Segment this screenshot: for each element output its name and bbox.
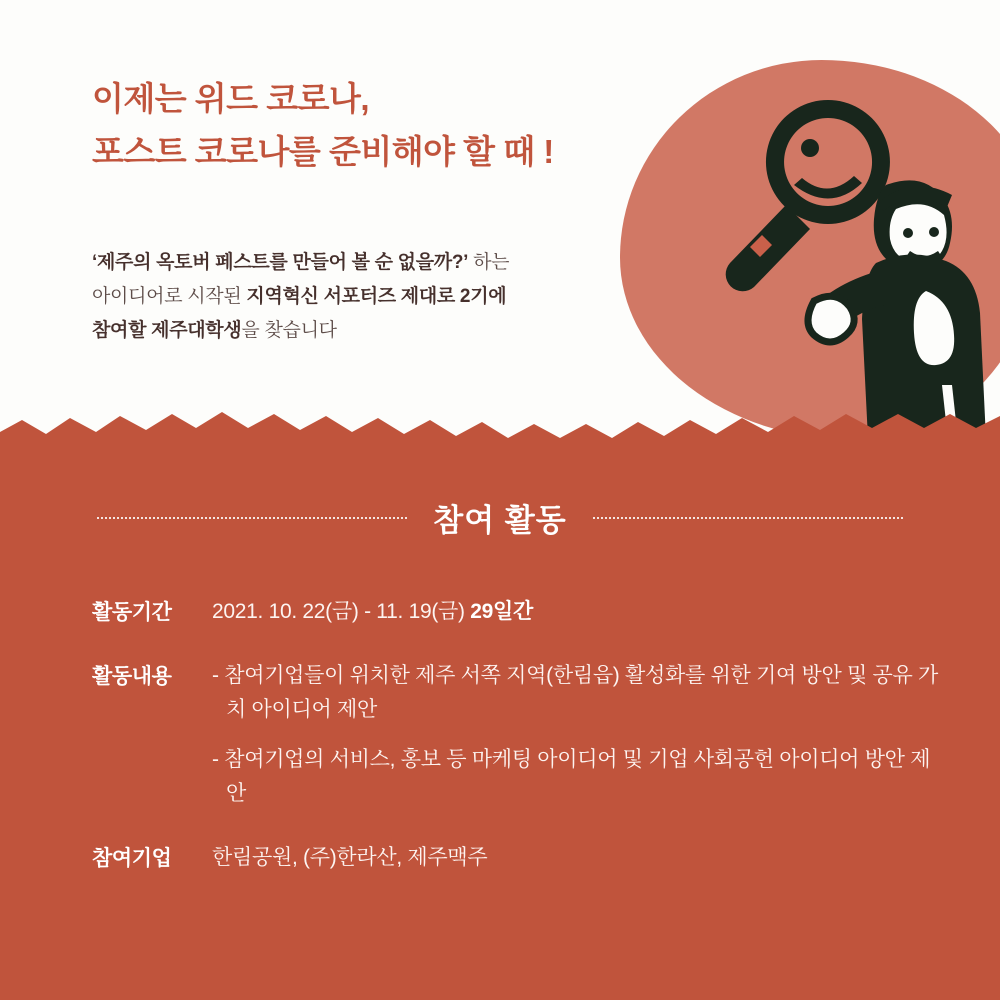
- subtext-line2-strong: 지역혁신 서포터즈 제대로 2기에: [246, 285, 507, 307]
- info-value: [212, 659, 942, 811]
- subtext-quote: ‘제주의 옥토버 페스트를 만들어 볼 순 없을까?’: [92, 252, 469, 273]
- dotted-rule-right: [593, 517, 903, 519]
- info-label: 참여기업: [92, 847, 172, 871]
- section-title: 참여 활동: [433, 503, 567, 538]
- section-title-row: [0, 495, 1000, 540]
- list-item: - 참여기업들이 위치한 제주 서쪽 지역(한림읍) 활성화를 위한 기여 방안 및 공유 가치 아이디어 제안: [212, 664, 939, 722]
- info-row-companies: [92, 841, 942, 875]
- subtext-line2-prefix: 아이디어로 시작된: [92, 285, 247, 307]
- info-value: 한림공원, (주)한라산, 제주맥주: [212, 846, 488, 870]
- person-with-magnifier-illustration: [690, 85, 990, 440]
- headline-line-1: 이제는 위드 코로나,: [92, 80, 370, 117]
- info-row-period: [92, 595, 942, 629]
- period-dates: 2021. 10. 22(금) - 11. 19(금): [212, 600, 471, 623]
- list-item: - 참여기업의 서비스, 홍보 등 마케팅 아이디어 및 기업 사회공헌 아이디어 방안 제안: [212, 748, 931, 806]
- info-label: 활동내용: [92, 665, 172, 689]
- info-value: [212, 595, 533, 629]
- dotted-rule-left: [97, 517, 407, 519]
- headline-line-2: 포스트 코로나를 준비해야 할 때 !: [92, 133, 554, 171]
- bottom-section: [0, 455, 1000, 1000]
- info-rows: [92, 595, 942, 905]
- subtext-line3-suffix: 을 찾습니다: [241, 319, 337, 341]
- period-duration: 29일간: [470, 600, 533, 623]
- info-row-content: [92, 659, 942, 811]
- subtext-after-quote: 하는: [468, 252, 510, 273]
- top-section: [0, 0, 1000, 440]
- subtext-line3-strong: 참여할 제주대학생: [92, 319, 242, 341]
- headline: [92, 72, 732, 179]
- subtext-paragraph: [92, 246, 712, 347]
- info-label: 활동기간: [92, 601, 172, 624]
